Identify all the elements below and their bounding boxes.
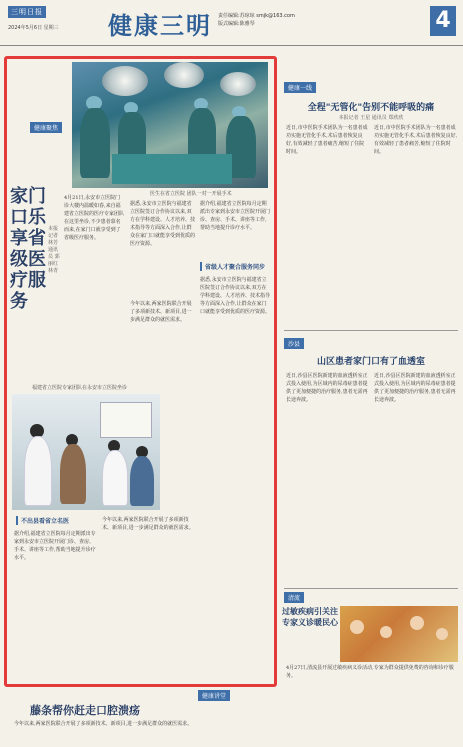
main-bylines: 本报记者 林芳 通讯员 郭丽红 林青 (48, 226, 60, 274)
masthead (0, 0, 463, 46)
divider (284, 330, 458, 331)
surgery-photo (72, 62, 268, 188)
right-top-body-2: 近日,市中医院手术团队为一名患者成功实施无管化手术,术后患者恢复良好,有效减轻了患者痛苦,缩短了住院时间。 (374, 125, 458, 155)
right-mid-title: 山区患者家门口有了血透室 (316, 357, 425, 367)
main-lede: 4月21日,永安市立医院门诊大楼内温暖如春,来自福建省立医院的医疗专家团队在这里坐诊,不少患者慕名而来,在家门口就享受到了省级医疗服务。 (64, 195, 124, 241)
divider (284, 588, 458, 589)
bottom-story-title: 藤条帮你赶走口腔溃疡 (30, 704, 140, 717)
right-mid-tag: 沙县 (284, 338, 304, 349)
right-top-body-1: 近日,市中医院手术团队为一名患者成功实施无管化手术,术后患者恢复良好,有效减轻了患者痛苦,缩短了住院时间。 (286, 125, 368, 155)
right-bottom-title: 过敏疾病引关注 专家义诊暖民心 (282, 607, 338, 627)
surgery-photo-caption: 医生在省立医院 团队一对一开展手术 (150, 191, 232, 197)
right-mid-body-1: 近日,沙县区医院新建的血液透析室正式投入使用,为区域内的尿毒症患者提供了更加便捷的治疗服务,患者无需再长途奔波。 (286, 373, 368, 403)
right-bottom-tag: 清流 (284, 592, 304, 603)
right-top-byline: 本报记者 王星 通讯员 郑欣欣 (338, 115, 404, 121)
main-story-tag: 健康聚焦 (30, 122, 62, 133)
right-top-tag: 健康一线 (284, 82, 316, 93)
bottom-story-tag: 健康讲堂 (198, 690, 230, 701)
main-body-col-6: 今年以来,两家医院联合开展了多项新技术、新项目,进一步满足群众的就医需求。 (102, 517, 194, 531)
paper-logo: 三明日报 (8, 6, 46, 18)
editor-line: 责任编辑:苏琼琼 smjk@163.com (218, 13, 295, 19)
issue-date: 2024年5月6日 星期三 (8, 25, 59, 31)
clinic-visit-photo (340, 606, 458, 662)
main-body-col-1: 据悉,永安市立医院与福建省立医院签订合作协议以来,双方在学科建设、人才培养、技术指导等方面深入合作,让群众在家门口就能享受到优质的医疗资源。 (130, 201, 196, 247)
clinic-photo-caption: 福建省立医院专家团队在永安市立医院坐诊 (32, 385, 128, 391)
right-top-title: 全程"无管化"告别不能呼吸的痛 (307, 103, 435, 113)
main-body-col-4: 据悉,永安市立医院与福建省立医院签订合作协议以来,双方在学科建设、人才培养、技术指导等方面深入合作,让群众在家门口就能享受到优质的医疗资源。 (200, 277, 270, 315)
main-body-col-3: 今年以来,两家医院联合开展了多项新技术、新项目,进一步满足群众的就医需求。 (130, 301, 192, 323)
page-number: 4 (430, 6, 456, 36)
main-subhead-2: 不出县看省立名医 (16, 516, 69, 525)
main-body-col-2: 据介绍,福建省立医院每月定期派出专家到永安市立医院开展门诊、查房、手术、讲座等工作,帮助当地提升诊疗水平。 (200, 201, 270, 231)
section-title: 健康三明 (108, 12, 212, 40)
main-body-col-5: 据介绍,福建省立医院每月定期派出专家到永安市立医院开展门诊、查房、手术、讲座等工作,帮助当地提升诊疗水平。 (14, 531, 96, 561)
designer-line: 版式编辑:陈雅琴 (218, 21, 255, 27)
right-bottom-body: 4月27日,清流县开展过敏疾病义诊活动,专家为群众提供免费的咨询和诊疗服务。 (286, 665, 454, 679)
main-headline: 家门口乐享省级医疗服务 (10, 186, 46, 312)
editor-info (218, 12, 295, 28)
main-subhead-1: 省级人才聚合服务同步 (200, 262, 265, 271)
clinic-photo (12, 394, 160, 510)
bottom-story-body: 今年以来,两家医院联合开展了多项新技术、新项目,进一步满足群众的就医需求。 (14, 721, 193, 727)
right-mid-body-2: 近日,沙县区医院新建的血液透析室正式投入使用,为区域内的尿毒症患者提供了更加便捷的治疗服务,患者无需再长途奔波。 (374, 373, 456, 403)
